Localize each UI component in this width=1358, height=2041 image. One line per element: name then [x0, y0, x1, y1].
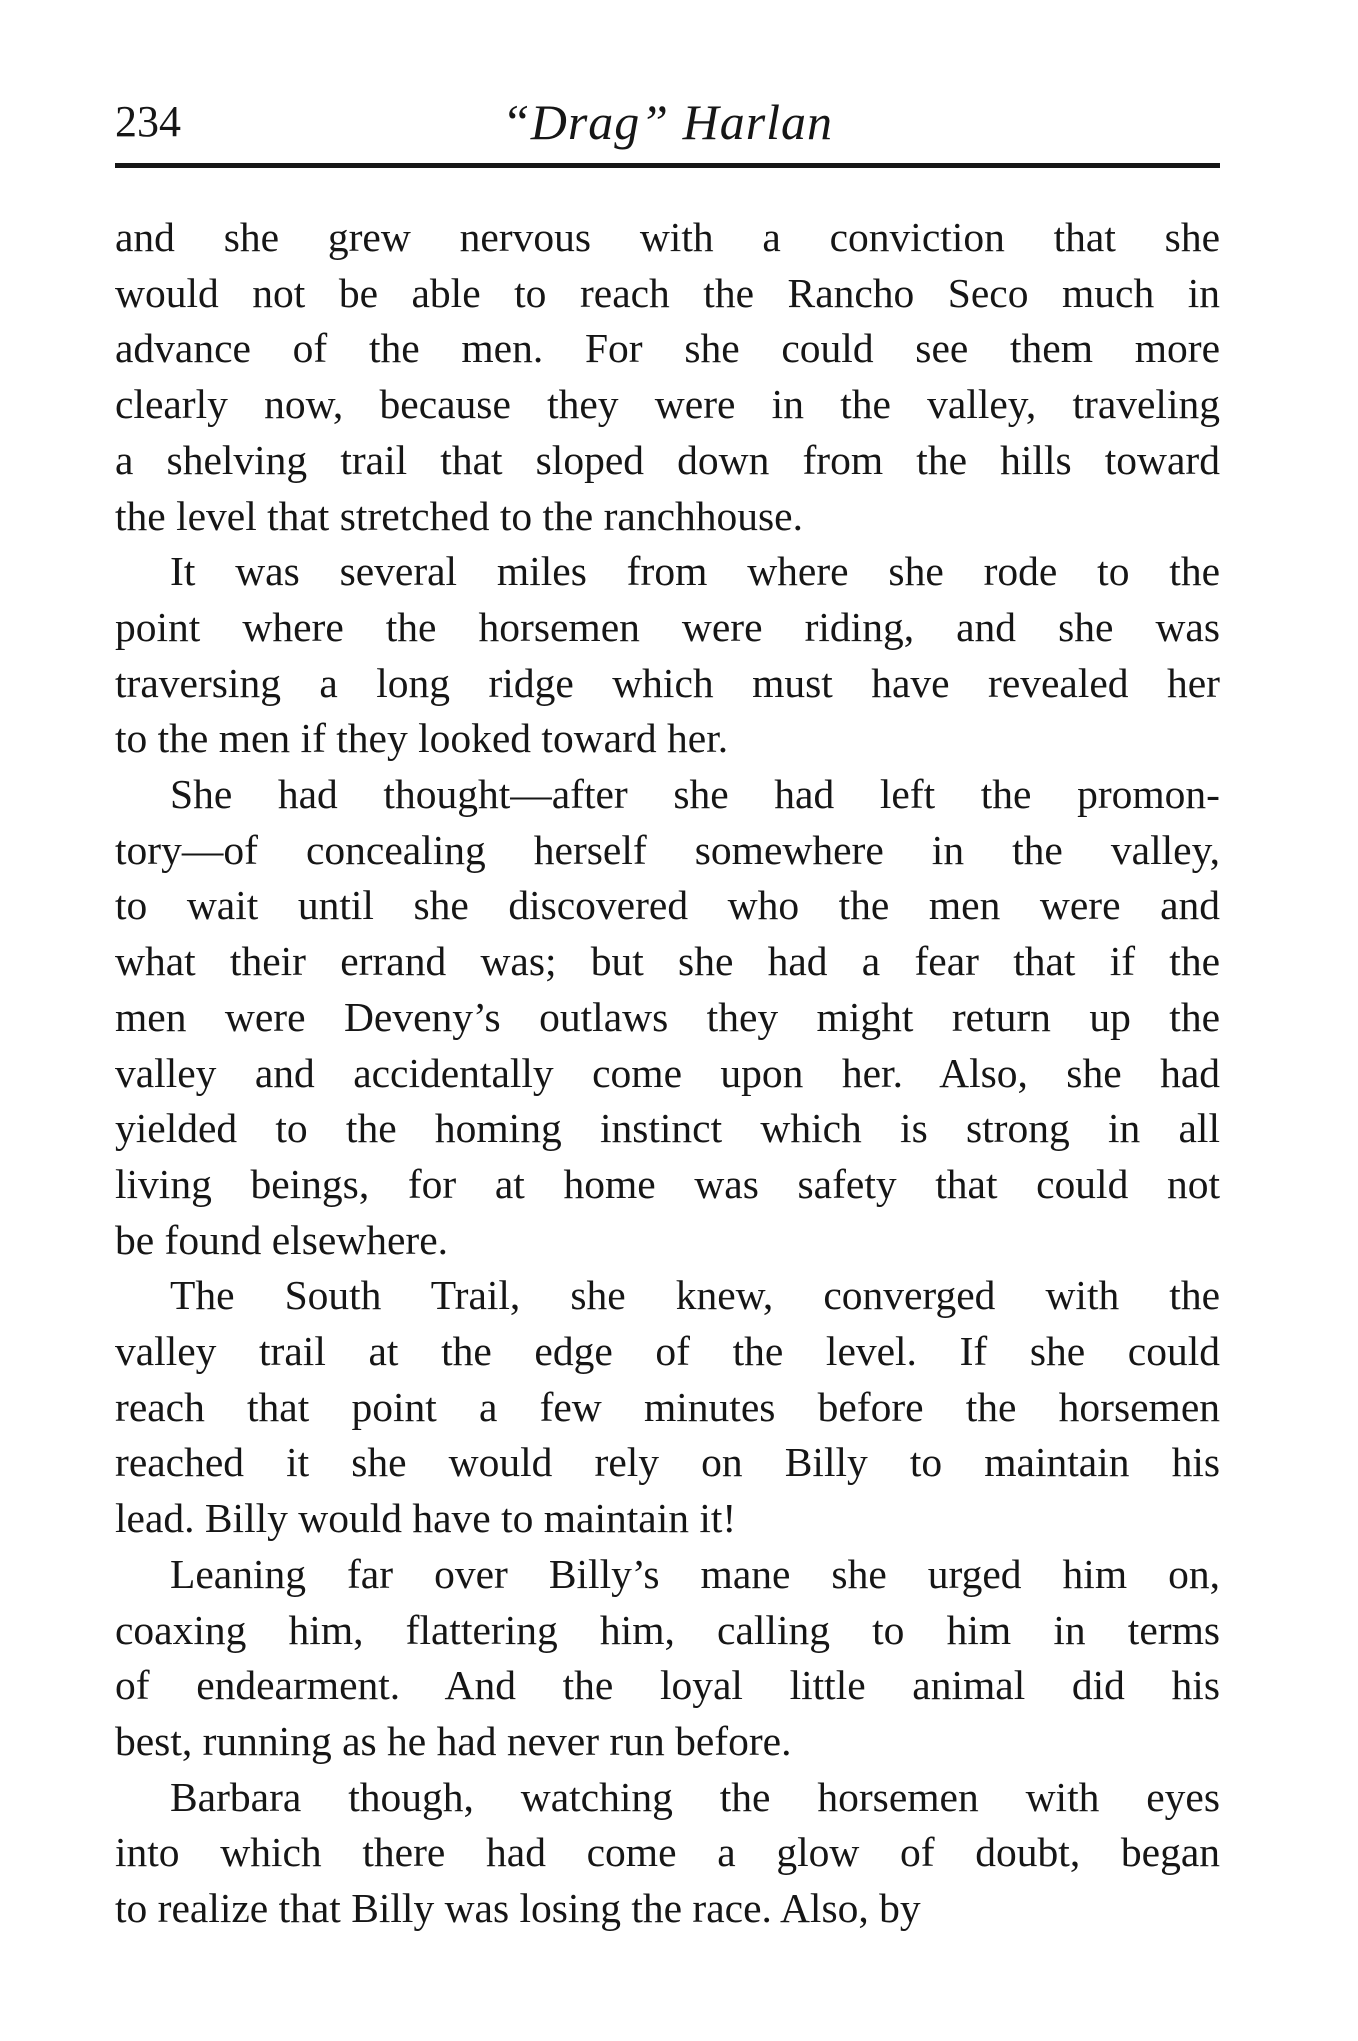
text-line: the level that stretched to the ranchhouse.	[115, 492, 803, 539]
text-line: The South Trail, she knew, converged with the	[170, 1272, 1220, 1319]
text-line: reached it she would rely on Billy to maintain his	[115, 1439, 1220, 1486]
text-line: to wait until she discovered who the men were and	[115, 882, 1220, 929]
paragraph	[115, 1268, 1220, 1547]
text-line: Barbara though, watching the horsemen with eyes	[170, 1773, 1220, 1820]
book-page	[115, 0, 1220, 2041]
header-rule	[115, 163, 1220, 168]
text-line: tory—of concealing herself somewhere in the valley,	[115, 826, 1220, 873]
paragraph	[115, 544, 1220, 767]
text-line: advance of the men. For she could see them more	[115, 325, 1220, 372]
text-line: yielded to the homing instinct which is strong in all	[115, 1105, 1220, 1152]
text-line: lead. Billy would have to maintain it!	[115, 1495, 737, 1542]
paragraph	[115, 1547, 1220, 1770]
text-line: She had thought—after she had left the promon-	[170, 771, 1220, 818]
paragraph	[115, 767, 1220, 1268]
text-line: and she grew nervous with a conviction that she	[115, 214, 1220, 260]
body-text	[115, 210, 1220, 1937]
page-header	[115, 92, 1220, 152]
text-line: valley and accidentally come upon her. Also, she had	[115, 1049, 1220, 1096]
text-line: coaxing him, flattering him, calling to him in terms	[115, 1606, 1220, 1653]
text-line: to the men if they looked toward her.	[115, 715, 729, 762]
running-title: “Drag” Harlan	[501, 94, 834, 150]
text-line: clearly now, because they were in the valley, traveling	[115, 381, 1220, 428]
text-line: men were Deveny’s outlaws they might return up the	[115, 993, 1220, 1040]
text-line: best, running as he had never run before.	[115, 1717, 792, 1764]
text-line: reach that point a few minutes before the horsemen	[115, 1383, 1220, 1430]
text-line: point where the horsemen were riding, and she was	[115, 603, 1220, 650]
paragraph	[115, 1770, 1220, 1937]
paragraph	[115, 210, 1220, 544]
page-number: 234	[115, 97, 181, 146]
text-line: into which there had come a glow of doubt, began	[115, 1829, 1220, 1876]
text-line: to realize that Billy was losing the race. Also, by	[115, 1885, 921, 1932]
text-line: It was several miles from where she rode to the	[170, 548, 1220, 595]
text-line: living beings, for at home was safety that could not	[115, 1160, 1220, 1207]
text-line: what their errand was; but she had a fear that if the	[115, 938, 1220, 985]
text-line: be found elsewhere.	[115, 1216, 449, 1263]
text-line: traversing a long ridge which must have revealed her	[115, 659, 1220, 706]
text-line: a shelving trail that sloped down from the hills toward	[115, 436, 1220, 483]
text-line: Leaning far over Billy’s mane she urged him on,	[170, 1550, 1220, 1597]
text-line: would not be able to reach the Rancho Seco much in	[115, 269, 1220, 316]
text-line: of endearment. And the loyal little animal did his	[115, 1662, 1220, 1709]
text-line: valley trail at the edge of the level. If she could	[115, 1328, 1220, 1375]
